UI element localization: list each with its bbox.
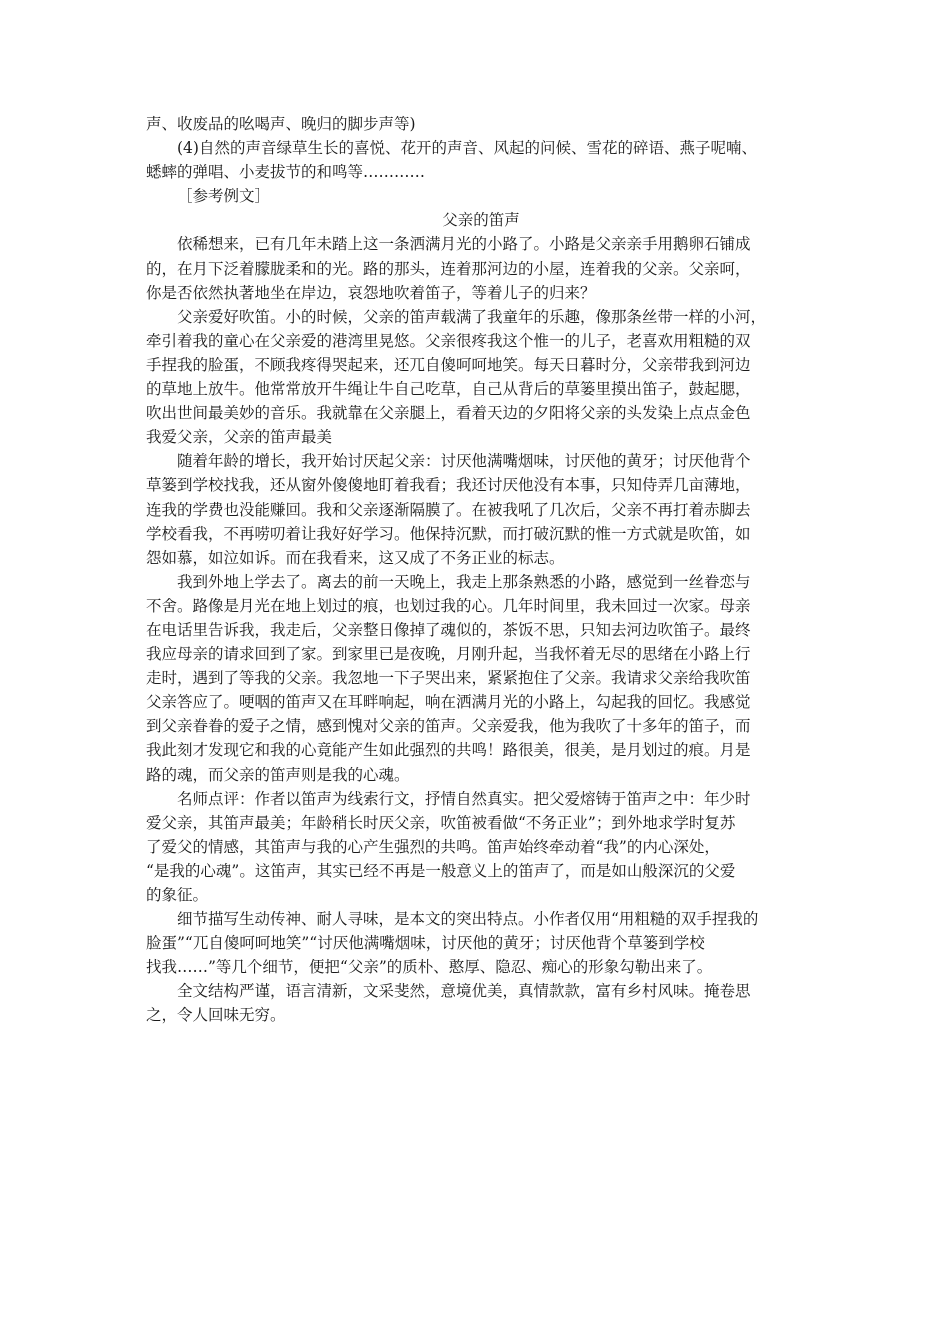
commentary-line: 找我……”等几个细节，便把“父亲”的质朴、憨厚、隐忍、痴心的形象勾勒出来了。 [146, 958, 713, 977]
commentary-line: 之，令人回味无穷。 [146, 1006, 286, 1025]
hint-line-2: (4)自然的声音绿草生长的喜悦、花开的声音、风起的问候、雪花的碎语、燕子呢喃、 [177, 139, 757, 158]
essay-title: 父亲的笛声 [442, 211, 520, 230]
essay-p4-line: 走时，遇到了等我的父亲。我忽地一下子哭出来，紧紧抱住了父亲。我请求父亲给我吹笛 [146, 669, 751, 688]
reference-label: ［参考例文］ [177, 187, 271, 206]
essay-p3-line: 草篓到学校找我，还从窗外傻傻地盯着我看；我还讨厌他没有本事，只知侍弄几亩薄地， [146, 476, 751, 495]
hint-line-3: 蟋蟀的弹唱、小麦拔节的和鸣等………… [146, 163, 426, 182]
essay-p3-line: 学校看我，不再唠叨着让我好好学习。他保持沉默，而打破沉默的惟一方式就是吹笛，如 [146, 524, 751, 543]
essay-p2-line: 吹出世间最美妙的音乐。我就靠在父亲腿上，看着天边的夕阳将父亲的头发染上点点金色 [146, 404, 751, 423]
essay-p2-line: 父亲爱好吹笛。小的时候，父亲的笛声载满了我童年的乐趣，像那条丝带一样的小河， [177, 307, 767, 326]
hint-line-1: 声、收废品的吆喝声、晚归的脚步声等) [146, 115, 416, 133]
essay-p3-line: 怨如慕，如泣如诉。而在我看来，这又成了不务正业的标志。 [146, 548, 565, 567]
commentary-line: 细节描写生动传神、耐人寻味，是本文的突出特点。小作者仅用“用粗糙的双手捏我的 [177, 910, 759, 929]
commentary-line: 脸蛋”“兀自傻呵呵地笑”“讨厌他满嘴烟味，讨厌他的黄牙；讨厌他背个草篓到学校 [146, 934, 705, 953]
essay-p1-line: 依稀想来，已有几年未踏上这一条洒满月光的小路了。小路是父亲亲手用鹅卵石铺成 [177, 235, 751, 254]
essay-p2-line: 手捏我的脸蛋，不顾我疼得哭起来，还兀自傻呵呵地笑。每天日暮时分，父亲带我到河边 [146, 355, 751, 374]
document-page [146, 112, 816, 1028]
essay-p4-line: 我应母亲的请求回到了家。到家里已是夜晚，月刚升起，当我怀着无尽的思绪在小路上行 [146, 645, 751, 664]
essay-p3-line: 随着年龄的增长，我开始讨厌起父亲：讨厌他满嘴烟味，讨厌他的黄牙；讨厌他背个 [177, 452, 751, 471]
essay-p4-line: 我到外地上学去了。离去的前一天晚上，我走上那条熟悉的小路，感觉到一丝眷恋与 [177, 572, 751, 591]
commentary-line: 全文结构严谨，语言清新，文采斐然，意境优美，真情款款，富有乡村风味。掩卷思 [177, 982, 751, 1001]
commentary-line: 名师点评：作者以笛声为线索行文，抒情自然真实。把父爱熔铸于笛声之中：年少时 [177, 789, 751, 808]
essay-p1-line: 你是否依然执著地坐在岸边，哀怨地吹着笛子，等着儿子的归来？ [146, 283, 596, 302]
essay-p2-line: 我爱父亲，父亲的笛声最美 [146, 428, 333, 447]
essay-p4-line: 父亲答应了。哽咽的笛声又在耳畔响起，响在洒满月光的小路上，勾起我的回忆。我感觉 [146, 693, 751, 712]
essay-p1-line: 的，在月下泛着朦胧柔和的光。路的那头，连着那河边的小屋，连着我的父亲。父亲呵， [146, 259, 751, 278]
essay-p4-line: 不舍。路像是月光在地上划过的痕，也划过我的心。几年时间里，我未回过一次家。母亲 [146, 596, 751, 615]
essay-p4-line: 到父亲眷眷的爱子之情，感到愧对父亲的笛声。父亲爱我，他为我吹了十多年的笛子，而 [146, 717, 751, 736]
essay-p4-line: 我此刻才发现它和我的心竟能产生如此强烈的共鸣！路很美，很美，是月划过的痕。月是 [146, 741, 751, 760]
essay-p4-line: 路的魂，而父亲的笛声则是我的心魂。 [146, 765, 410, 784]
essay-p2-line: 的草地上放牛。他常常放开牛绳让牛自己吃草，自己从背后的草篓里摸出笛子，鼓起腮， [146, 380, 751, 399]
commentary-line: 爱父亲，其笛声最美；年龄稍长时厌父亲，吹笛被看做“不务正业”；到外地求学时复苏 [146, 813, 736, 832]
essay-p3-line: 连我的学费也没能赚回。我和父亲逐渐隔膜了。在被我吼了几次后，父亲不再打着赤脚去 [146, 500, 751, 519]
commentary-line: “是我的心魂”。这笛声，其实已经不再是一般意义上的笛声了，而是如山般深沉的父爱 [146, 861, 736, 880]
essay-p4-line: 在电话里告诉我，我走后，父亲整日像掉了魂似的，茶饭不思，只知去河边吹笛子。最终 [146, 620, 751, 639]
commentary-line: 的象征。 [146, 886, 209, 904]
commentary-line: 了爱父的情感，其笛声与我的心产生强烈的共鸣。笛声始终牵动着“我”的内心深处， [146, 837, 720, 856]
essay-p2-line: 牵引着我的童心在父亲爱的港湾里晃悠。父亲很疼我这个惟一的儿子，老喜欢用粗糙的双 [146, 331, 751, 350]
